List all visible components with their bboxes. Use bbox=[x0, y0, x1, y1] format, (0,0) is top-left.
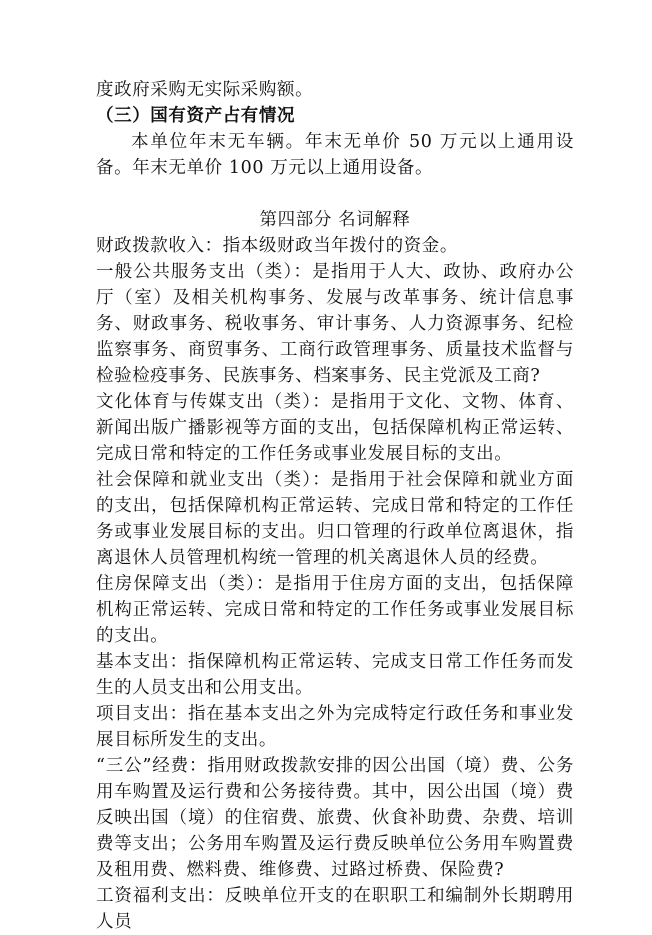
definition-social-security: 社会保障和就业支出（类）：是指用于社会保障和就业方面的支出，包括保障机构正常运转、完成日常和特定的工作任务或事业发展目标的支出。归口管理的行政单位离退休，指离退休人员管理机构统一管理的机关离退休人员的经费。 bbox=[96, 470, 574, 568]
definition-basic-expenditure: 基本支出：指保障机构正常运转、完成支日常工作任务而发生的人员支出和公用支出。 bbox=[96, 652, 574, 698]
paragraph-assets: 本单位年末无车辆。年末无单价 50 万元以上通用设备。年末无单价 100 万元以上通用设备。 bbox=[96, 132, 574, 178]
definition-culture-sports-media: 文化体育与传媒支出（类）：是指用于文化、文物、体育、新闻出版广播影视等方面的支出，包括保障机构正常运转、完成日常和特定的工作任务或事业发展目标的支出。 bbox=[96, 392, 574, 464]
section-heading-state-assets: （三）国有资产占有情况 bbox=[96, 106, 296, 126]
definition-housing: 住房保障支出（类）：是指用于住房方面的支出，包括保障机构正常运转、完成日常和特定的工作任务或事业发展目标的支出。 bbox=[96, 574, 574, 646]
definition-salary-welfare: 工资福利支出：反映单位开支的在职职工和编制外长期聘用人员 bbox=[96, 886, 574, 932]
definition-project-expenditure: 项目支出：指在基本支出之外为完成特定行政任务和事业发展目标所发生的支出。 bbox=[96, 704, 574, 750]
document-page bbox=[96, 77, 574, 935]
paragraph-procurement-end: 度政府采购无实际采购额。 bbox=[96, 80, 314, 100]
definition-fiscal-income: 财政拨款收入：指本级财政当年拨付的资金。 bbox=[96, 236, 458, 256]
part-title: 第四部分 名词解释 bbox=[259, 210, 411, 230]
definition-three-public-funds: “三公”经费：指用财政拨款安排的因公出国（境）费、公务用车购置及运行费和公务接待费。其中，因公出国（境）费反映出国（境）的住宿费、旅费、伙食补助费、杂费、培训费等支出；公务用车购置及运行费反映单位公务用车购置费及租用费、燃料费、维修费、过路过桥费、保险费? bbox=[96, 756, 574, 880]
definition-general-public-services: 一般公共服务支出（类）：是指用于人大、政协、政府办公厅（室）及相关机构事务、发展与改革事务、统计信息事务、财政事务、税收事务、审计事务、人力资源事务、纪检监察事务、商贸事务、工商行政管理事务、质量技术监督与检验检疫事务、民族事务、档案事务、民主党派及工商? bbox=[96, 262, 574, 386]
